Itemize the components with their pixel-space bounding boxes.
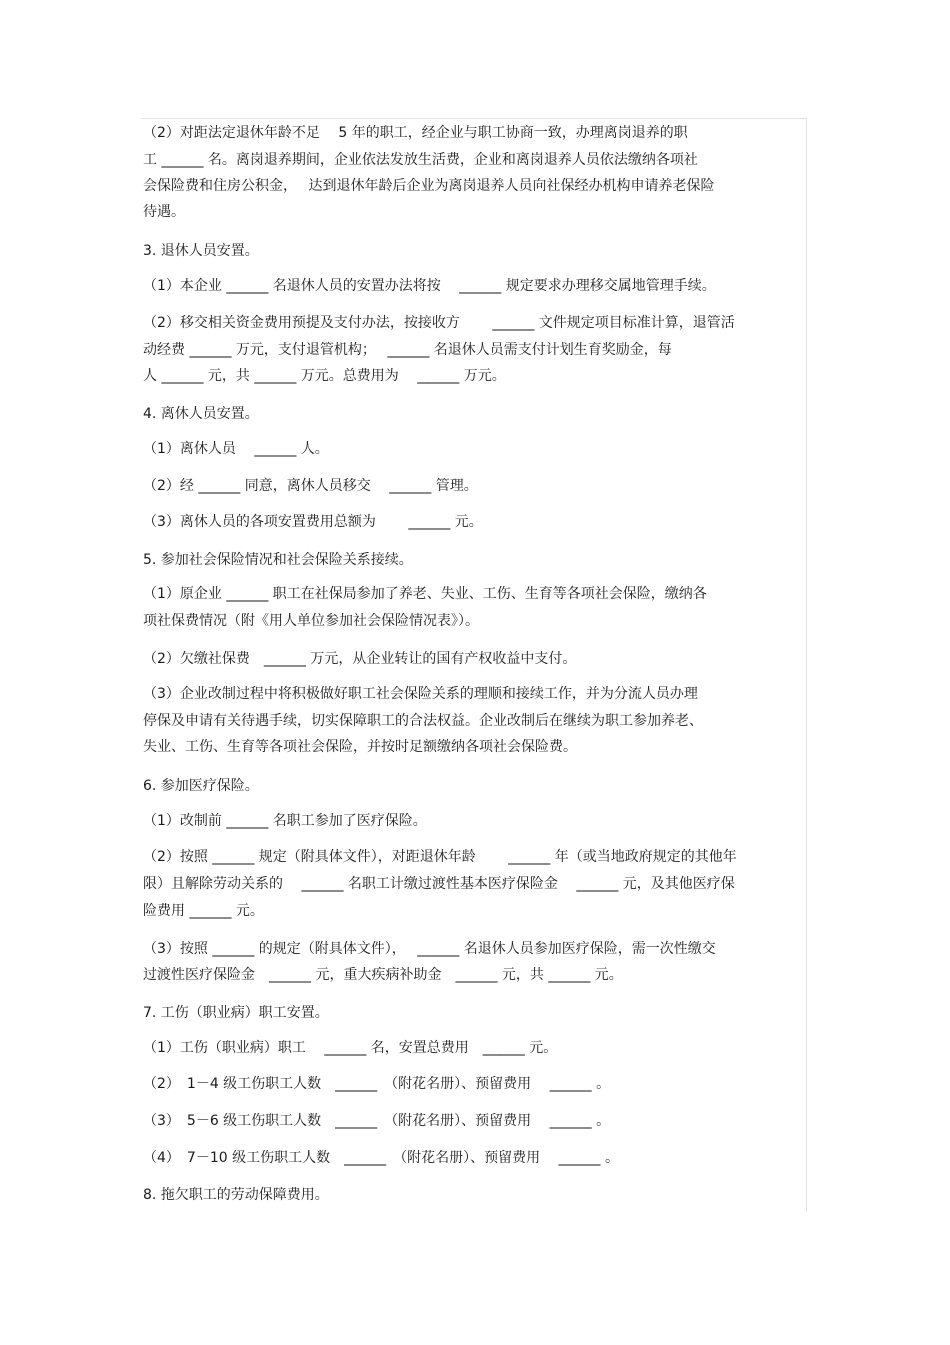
heading-section-5: 5. 参加社会保险情况和社会保险关系接续。: [143, 552, 413, 568]
para-7-4: （4） 7－10 级工伤职工人数 ______ （附花名册）、预留费用 ______ 。: [143, 1150, 619, 1166]
para-7-1: （1）工伤（职业病）职工 ______ 名，安置总费用 ______ 元。: [143, 1040, 558, 1056]
para-6-3-line1: （3）按照 ______ 的规定（附具体文件）， ______ 名退休人员参加医疗保险，需一次性缴交: [143, 941, 716, 957]
heading-section-3: 3. 退休人员安置。: [143, 243, 259, 259]
para-5-3-line3: 失业、工伤、生育等各项社会保险，并按时足额缴纳各项社会保险费。: [143, 739, 577, 755]
para-6-2-line2: 限）且解除劳动关系的 ______ 名职工计缴过渡性基本医疗保险金 ______ 元，及其他医疗保: [143, 876, 735, 892]
para-6-3-line2: 过渡性医疗保险金 ______ 元，重大疾病补助金 ______ 元，共 ______ 元。: [143, 967, 623, 983]
para-early-retire-line4: 待遇。: [143, 204, 185, 220]
para-6-1: （1）改制前 ______ 名职工参加了医疗保险。: [143, 813, 427, 829]
para-3-1: （1）本企业 ______ 名退休人员的安置办法将按 ______ 规定要求办理移交属地管理手续。: [143, 278, 716, 294]
para-3-2-line1: （2）移交相关资金费用预提及支付办法，按接收方 ______ 文件规定项目标准计算，退管活: [143, 315, 735, 331]
para-early-retire-line3: 会保险费和住房公积金， 达到退休年龄后企业为离岗退养人员向社保经办机构申请养老保险: [143, 178, 715, 194]
para-4-1: （1）离休人员 ______ 人。: [143, 441, 329, 457]
para-5-1-line1: （1）原企业 ______ 职工在社保局参加了养老、失业、工伤、生育等各项社会保险，缴纳各: [143, 586, 707, 602]
para-6-2-line1: （2）按照 ______ 规定（附具体文件），对距退休年龄 ______ 年（或当地政府规定的其他年: [143, 849, 737, 865]
heading-section-4: 4. 离休人员安置。: [143, 406, 259, 422]
para-7-3: （3） 5－6 级工伤职工人数 ______ （附花名册）、预留费用 ______ 。: [143, 1113, 611, 1129]
para-3-2-line3: 人 ______ 元，共 ______ 万元。总费用为 ______ 万元。: [143, 368, 506, 384]
para-6-2-line3: 险费用 ______ 元。: [143, 903, 264, 919]
para-early-retire-line2: 工 ______ 名。离岗退养期间，企业依法发放生活费，企业和离岗退养人员依法缴纳各项社: [143, 152, 698, 168]
para-5-1-line2: 项社保费情况（附《用人单位参加社会保险情况表》）。: [143, 613, 479, 629]
heading-section-8: 8. 拖欠职工的劳动保障费用。: [143, 1187, 329, 1203]
heading-section-7: 7. 工伤（职业病）职工安置。: [143, 1005, 329, 1021]
para-5-2: （2）欠缴社保费 ______ 万元，从企业转让的国有产权收益中支付。: [143, 651, 577, 667]
heading-section-6: 6. 参加医疗保险。: [143, 778, 259, 794]
para-5-3-line1: （3）企业改制过程中将积极做好职工社会保险关系的理顺和接续工作，并为分流人员办理: [143, 686, 698, 702]
para-5-3-line2: 停保及申请有关待遇手续，切实保障职工的合法权益。企业改制后在继续为职工参加养老、: [143, 713, 703, 729]
para-3-2-line2: 动经费 ______ 万元，支付退管机构； ______ 名退休人员需支付计划生育奖励金，每: [143, 342, 672, 358]
para-4-3: （3）离休人员的各项安置费用总额为 ______ 元。: [143, 514, 483, 530]
para-7-2: （2） 1－4 级工伤职工人数 ______ （附花名册）、预留费用 ______ 。: [143, 1076, 611, 1092]
para-4-2: （2）经 ______ 同意，离休人员移交 ______ 管理。: [143, 478, 478, 494]
para-early-retire-line1: （2）对距法定退休年龄不足 5 年的职工，经企业与职工协商一致，办理离岗退养的职: [143, 125, 688, 141]
